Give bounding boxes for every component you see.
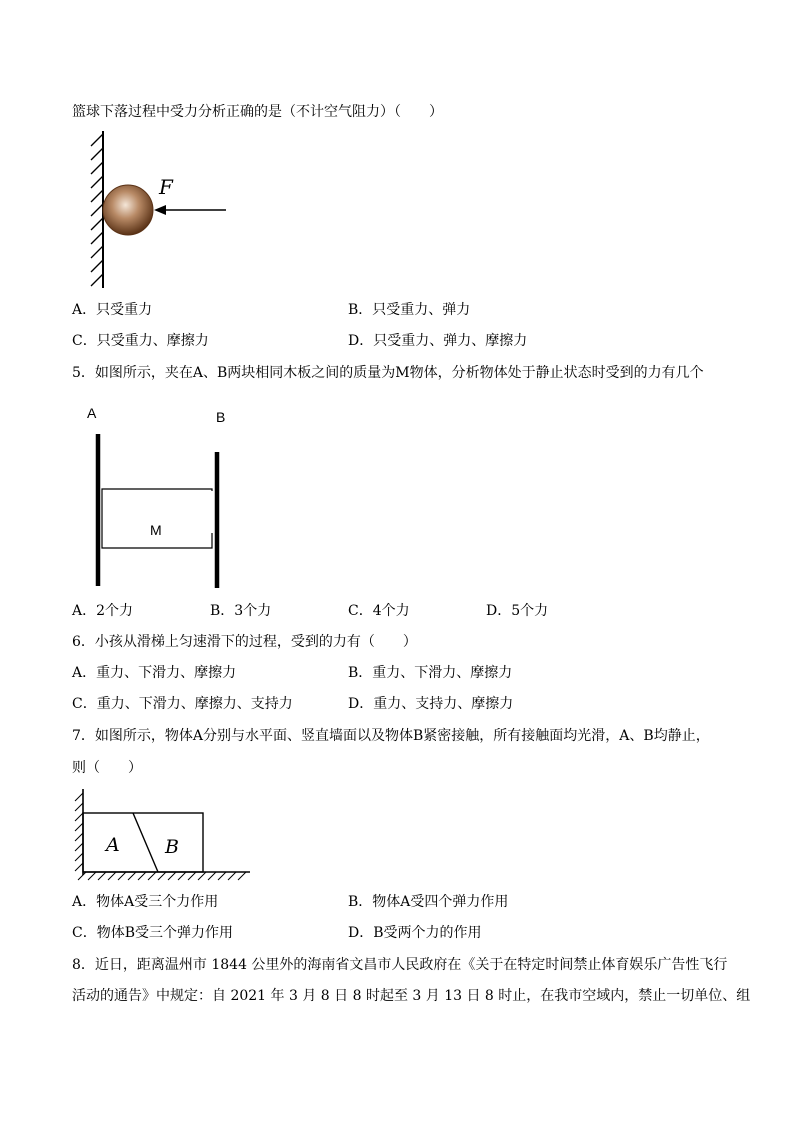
block-b-label: B [165, 836, 179, 858]
q4-option-a[interactable]: A．只受重力 [72, 302, 153, 318]
q6-option-b[interactable]: B．重力、下滑力、摩擦力 [348, 665, 513, 681]
q5-option-b[interactable]: B．3个力 [210, 603, 272, 619]
vertical-wall [75, 789, 83, 875]
board-b-label: B [216, 409, 226, 425]
q7-option-a[interactable]: A．物体A受三个力作用 [72, 894, 219, 910]
force-arrow [154, 205, 226, 215]
q4-option-b[interactable]: B．只受重力、弹力 [348, 302, 471, 318]
q5-option-d[interactable]: D．5个力 [486, 603, 549, 619]
q8-line2: 活动的通告》中规定：自 2021 年 3 月 8 日 8 时起至 3 月 13 日 8 时止，在我市空域内，禁止一切单位、组 [72, 988, 751, 1004]
q7-option-c[interactable]: C．物体B受三个弹力作用 [72, 925, 233, 941]
q4-stem: 篮球下落过程中受力分析正确的是（不计空气阻力）（ ） [72, 104, 443, 120]
q4-option-d[interactable]: D．只受重力、弹力、摩擦力 [348, 333, 528, 349]
block-m [102, 489, 212, 548]
q5-figure-boards [80, 400, 250, 595]
q8-line1: 8．近日，距离温州市 1844 公里外的海南省文昌市人民政府在《关于在特定时间禁止体育娱乐广告性飞行 [72, 957, 728, 973]
q7-option-d[interactable]: D．B受两个力的作用 [348, 925, 482, 941]
q5-option-a[interactable]: A．2个力 [72, 603, 134, 619]
basketball [103, 185, 153, 235]
q4-figure-wall-ball [80, 128, 240, 293]
q6-option-a[interactable]: A．重力、下滑力、摩擦力 [72, 665, 237, 681]
q5-stem: 5．如图所示，夹在A、B两块相同木板之间的质量为M物体，分析物体处于静止状态时受到的力有几个 [72, 365, 704, 381]
q4-option-c[interactable]: C．只受重力、摩擦力 [72, 333, 209, 349]
q6-option-d[interactable]: D．重力、支持力、摩擦力 [348, 696, 514, 712]
q5-option-c[interactable]: C．4个力 [348, 603, 410, 619]
block-m-label: M [150, 522, 162, 538]
blocks-outline [83, 813, 203, 872]
board-a-label: A [87, 405, 97, 421]
inclined-contact [133, 813, 158, 872]
force-label: F [159, 175, 173, 199]
q6-option-c[interactable]: C．重力、下滑力、摩擦力、支持力 [72, 696, 293, 712]
q7-option-b[interactable]: B．物体A受四个弹力作用 [348, 894, 509, 910]
floor [78, 872, 250, 880]
block-a-label: A [106, 834, 120, 856]
q7-figure-blocks [70, 785, 255, 885]
q7-stem-line2: 则（ ） [72, 760, 142, 776]
q6-stem: 6．小孩从滑梯上匀速滑下的过程，受到的力有（ ） [72, 634, 417, 650]
wall [91, 131, 103, 288]
q7-stem-line1: 7．如图所示，物体A分别与水平面、竖直墙面以及物体B紧密接触，所有接触面均光滑，A、B均静止， [72, 728, 710, 744]
